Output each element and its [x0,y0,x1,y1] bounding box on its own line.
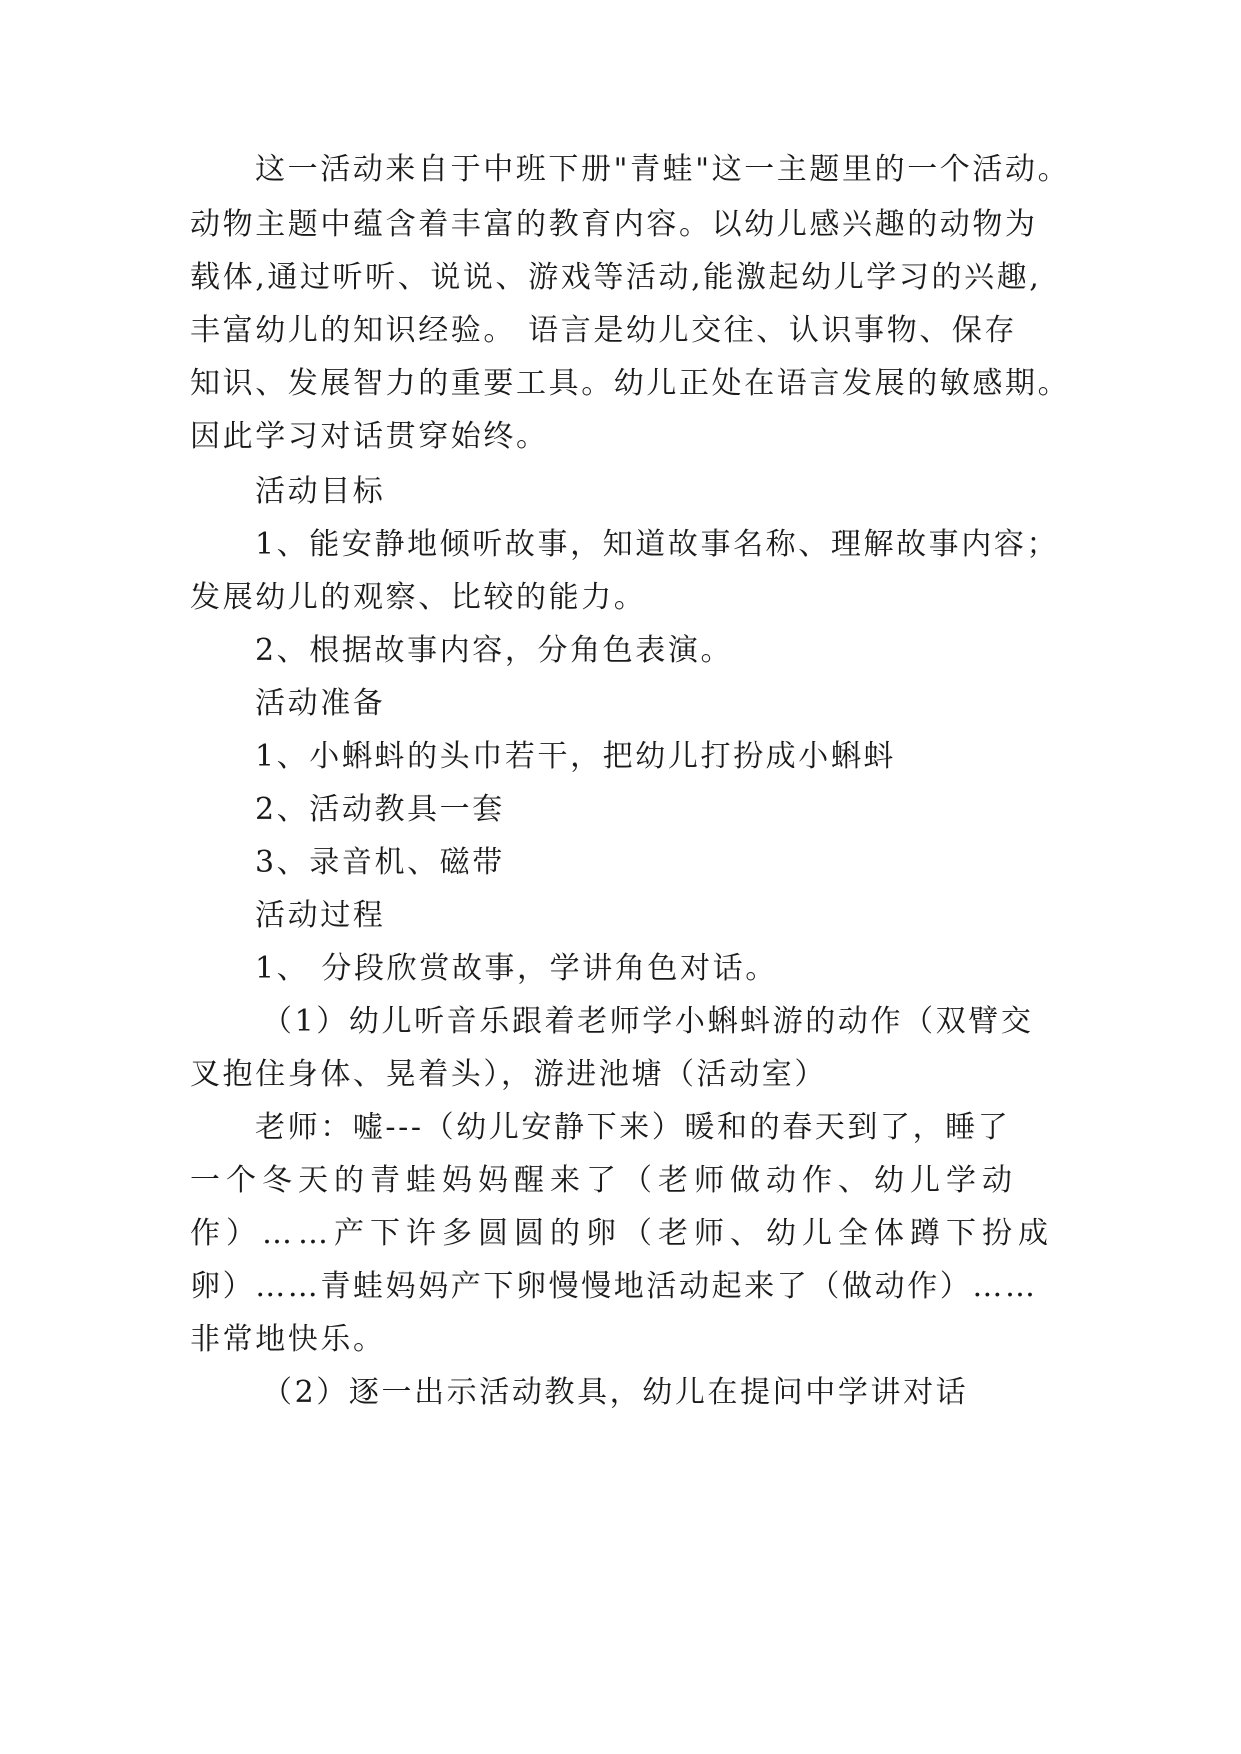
sub-item: （1）幼儿听音乐跟着老师学小蝌蚪游的动作（双臂交 [262,1004,1034,1039]
paragraph-line: 载体,通过听听、说说、游戏等活动,能激起幼儿学习的兴趣, [190,260,1042,295]
paragraph-line: 因此学习对话贯穿始终。 [190,419,549,454]
paragraph-line: 丰富幼儿的知识经验。 语言是幼儿交往、认识事物、保存 [190,313,1018,348]
section-heading: 活动目标 [255,474,386,509]
list-item: 1、小蝌蚪的头巾若干，把幼儿打扮成小蝌蚪 [255,739,897,774]
paragraph-line: 非常地快乐。 [190,1322,386,1357]
list-item: 1、能安静地倾听故事，知道故事名称、理解故事内容； [255,527,1060,562]
list-item: 1、 分段欣赏故事，学讲角色对话。 [255,951,778,986]
list-item: 2、根据故事内容，分角色表演。 [255,633,734,668]
section-heading: 活动准备 [255,686,386,721]
paragraph-line: 卵）……青蛙妈妈产下卵慢慢地活动起来了（做动作）…… [190,1269,1038,1304]
sub-item: （2）逐一出示活动教具，幼儿在提问中学讲对话 [262,1375,969,1410]
section-heading: 活动过程 [255,898,386,933]
paragraph-line: 知识、发展智力的重要工具。幼儿正处在语言发展的敏感期。 [190,366,1071,401]
paragraph-line: 一个冬天的青蛙妈妈醒来了（老师做动作、幼儿学动 [190,1163,1018,1198]
list-item: 2、活动教具一套 [255,792,505,827]
sub-item-continuation: 叉抱住身体、晃着头），游进池塘（活动室） [190,1057,827,1092]
paragraph-line: 这一活动来自于中班下册"青蛙"这一主题里的一个活动。 [255,152,1071,187]
paragraph-line: 老师：嘘---（幼儿安静下来）暖和的春天到了，睡了 [255,1110,1011,1145]
paragraph-line: 动物主题中蕴含着丰富的教育内容。以幼儿感兴趣的动物为 [190,207,1038,242]
paragraph-line: 作）……产下许多圆圆的卵（老师、幼儿全体蹲下扮成 [190,1216,1054,1251]
list-item: 3、录音机、磁带 [255,845,505,880]
list-item-continuation: 发展幼儿的观察、比较的能力。 [190,580,647,615]
